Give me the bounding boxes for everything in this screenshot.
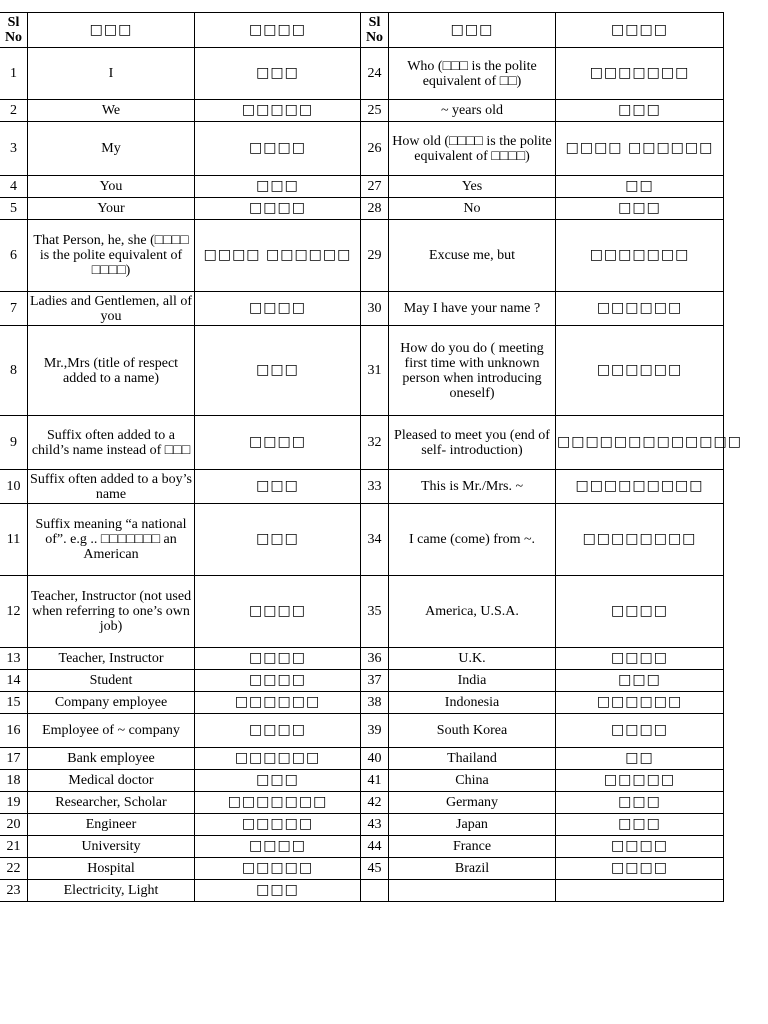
table-row <box>0 176 724 198</box>
english-term-right: Pleased to meet you (end of self- introduction) <box>389 416 556 470</box>
table-row <box>0 770 724 792</box>
japanese-term-left: □□□ <box>195 504 361 576</box>
table-row <box>0 416 724 470</box>
sl-no-left: 4 <box>0 176 28 198</box>
english-term-right: How do you do ( meeting first time with unknown person when introducing oneself) <box>389 326 556 416</box>
japanese-term-left: □□□ <box>195 470 361 504</box>
sl-no-left: 6 <box>0 220 28 292</box>
sl-no-right: 43 <box>361 814 389 836</box>
header-english-right: □□□ <box>389 13 556 48</box>
english-term-left: Suffix often added to a boy’s name <box>28 470 195 504</box>
japanese-term-left: □□□□□□ <box>195 748 361 770</box>
sl-no-left: 9 <box>0 416 28 470</box>
english-term-right: May I have your name ? <box>389 292 556 326</box>
japanese-term-right: □□□□□□ <box>556 692 724 714</box>
japanese-term-left: □□□□ <box>195 648 361 670</box>
sl-no-right: 39 <box>361 714 389 748</box>
sl-no-left: 1 <box>0 48 28 100</box>
english-term-right: South Korea <box>389 714 556 748</box>
english-term-left: Company employee <box>28 692 195 714</box>
sl-no-right: 40 <box>361 748 389 770</box>
japanese-term-left: □□□ <box>195 880 361 902</box>
japanese-term-right: □□□□□□□ <box>556 48 724 100</box>
japanese-term-left: □□□□ <box>195 416 361 470</box>
english-term-left: Hospital <box>28 858 195 880</box>
english-term-left: You <box>28 176 195 198</box>
japanese-term-right: □□□□□□□□□ <box>556 470 724 504</box>
sl-no-right: 27 <box>361 176 389 198</box>
english-term-left: Suffix often added to a child’s name instead of □□□ <box>28 416 195 470</box>
table-row <box>0 814 724 836</box>
japanese-term-right: □□□□ □□□□□□ <box>556 122 724 176</box>
table-row <box>0 692 724 714</box>
japanese-term-left: □□□□ <box>195 198 361 220</box>
english-term-left: Electricity, Light <box>28 880 195 902</box>
english-term-right: France <box>389 836 556 858</box>
table-row <box>0 504 724 576</box>
japanese-term-left: □□□□ □□□□□□ <box>195 220 361 292</box>
sl-no-left: 13 <box>0 648 28 670</box>
japanese-term-right: □□□ <box>556 670 724 692</box>
sl-no-left: 20 <box>0 814 28 836</box>
sl-no-left: 17 <box>0 748 28 770</box>
english-term-right: Thailand <box>389 748 556 770</box>
sl-no-left: 15 <box>0 692 28 714</box>
english-term-right: ~ years old <box>389 100 556 122</box>
english-term-left: Student <box>28 670 195 692</box>
english-term-right: Indonesia <box>389 692 556 714</box>
table-row <box>0 836 724 858</box>
japanese-term-left: □□□□ <box>195 714 361 748</box>
table-row <box>0 220 724 292</box>
table-row <box>0 792 724 814</box>
english-term-right: America, U.S.A. <box>389 576 556 648</box>
sl-no-left: 21 <box>0 836 28 858</box>
sl-no-right: 29 <box>361 220 389 292</box>
sl-no-left: 12 <box>0 576 28 648</box>
english-term-right: No <box>389 198 556 220</box>
header-row <box>0 13 724 48</box>
vocabulary-table <box>0 12 742 902</box>
sl-no-left: 23 <box>0 880 28 902</box>
english-term-right: Yes <box>389 176 556 198</box>
japanese-term-right: □□□□□ <box>556 770 724 792</box>
header-japanese-right: □□□□ <box>556 13 724 48</box>
header-english-left: □□□ <box>28 13 195 48</box>
japanese-term-left: □□□ <box>195 48 361 100</box>
table-row <box>0 576 724 648</box>
japanese-term-right: □□ <box>556 176 724 198</box>
english-term-right: Excuse me, but <box>389 220 556 292</box>
english-term-left: Engineer <box>28 814 195 836</box>
sl-no-right: 31 <box>361 326 389 416</box>
sl-no-right: 42 <box>361 792 389 814</box>
english-term-left: That Person, he, she (□□□□ is the polite equivalent of □□□□) <box>28 220 195 292</box>
english-term-left: Your <box>28 198 195 220</box>
sl-no-right: 25 <box>361 100 389 122</box>
sl-no-left: 14 <box>0 670 28 692</box>
sl-no-left: 7 <box>0 292 28 326</box>
japanese-term-left: □□□□□□ <box>195 692 361 714</box>
english-term-left: I <box>28 48 195 100</box>
table-row <box>0 670 724 692</box>
japanese-term-right: □□□□ <box>556 836 724 858</box>
japanese-term-left: □□□□□ <box>195 858 361 880</box>
japanese-term-right: □□□□ <box>556 648 724 670</box>
table-row <box>0 714 724 748</box>
english-term-right: How old (□□□□ is the polite equivalent of □□□□) <box>389 122 556 176</box>
japanese-term-right: □□□□□□ <box>556 292 724 326</box>
english-term-left: Medical doctor <box>28 770 195 792</box>
japanese-term-right: □□□□□□□□□□□□□ <box>556 416 724 470</box>
sl-no-left: 10 <box>0 470 28 504</box>
english-term-right: Japan <box>389 814 556 836</box>
sl-no-left: 5 <box>0 198 28 220</box>
sl-no-right: 32 <box>361 416 389 470</box>
japanese-term-right: □□□□ <box>556 576 724 648</box>
japanese-term-left: □□□ <box>195 176 361 198</box>
japanese-term-left: □□□□ <box>195 576 361 648</box>
japanese-term-left: □□□□ <box>195 292 361 326</box>
english-term-right: Who (□□□ is the polite equivalent of □□) <box>389 48 556 100</box>
english-term-right: This is Mr./Mrs. ~ <box>389 470 556 504</box>
japanese-term-right: □□□□ <box>556 858 724 880</box>
sl-no-right: 34 <box>361 504 389 576</box>
sl-no-left: 22 <box>0 858 28 880</box>
english-term-left: Suffix meaning “a national of”. e.g .. □□□□□□□ an American <box>28 504 195 576</box>
table-row <box>0 48 724 100</box>
japanese-term-right: □□□□□□□ <box>556 220 724 292</box>
japanese-term-left: □□□ <box>195 770 361 792</box>
english-term-left: We <box>28 100 195 122</box>
japanese-term-left: □□□□□ <box>195 814 361 836</box>
english-term-left: Teacher, Instructor (not used when referring to one’s own job) <box>28 576 195 648</box>
english-term-left: Mr.,Mrs (title of respect added to a name) <box>28 326 195 416</box>
english-term-right: U.K. <box>389 648 556 670</box>
table-row <box>0 858 724 880</box>
english-term-right: Brazil <box>389 858 556 880</box>
sl-no-left: 16 <box>0 714 28 748</box>
japanese-term-left: □□□□ <box>195 836 361 858</box>
sl-no-right: 38 <box>361 692 389 714</box>
table-row <box>0 648 724 670</box>
sl-no-right: 33 <box>361 470 389 504</box>
sl-no-left: 3 <box>0 122 28 176</box>
sl-no-left: 2 <box>0 100 28 122</box>
header-sl-no-right: Sl No <box>361 13 389 48</box>
english-term-right: I came (come) from ~. <box>389 504 556 576</box>
japanese-term-right: □□□□□□□□ <box>556 504 724 576</box>
sl-no-right: 41 <box>361 770 389 792</box>
sl-no-right <box>361 880 389 902</box>
sl-no-left: 8 <box>0 326 28 416</box>
japanese-term-right: □□□ <box>556 198 724 220</box>
table-row <box>0 748 724 770</box>
english-term-left: Ladies and Gentlemen, all of you <box>28 292 195 326</box>
english-term-right: Germany <box>389 792 556 814</box>
japanese-term-right: □□□ <box>556 792 724 814</box>
japanese-term-left: □□□ <box>195 326 361 416</box>
sl-no-right: 45 <box>361 858 389 880</box>
japanese-term-left: □□□□□ <box>195 100 361 122</box>
english-term-right: India <box>389 670 556 692</box>
japanese-term-right: □□ <box>556 748 724 770</box>
table-row <box>0 326 724 416</box>
english-term-left: Employee of ~ company <box>28 714 195 748</box>
sl-no-right: 36 <box>361 648 389 670</box>
table-body <box>0 48 742 902</box>
table-row <box>0 880 724 902</box>
english-term-left: My <box>28 122 195 176</box>
english-term-left: University <box>28 836 195 858</box>
japanese-term-left: □□□□□□□ <box>195 792 361 814</box>
japanese-term-left: □□□□ <box>195 670 361 692</box>
sl-no-left: 19 <box>0 792 28 814</box>
sl-no-right: 35 <box>361 576 389 648</box>
japanese-term-right: □□□□□□ <box>556 326 724 416</box>
english-term-left: Teacher, Instructor <box>28 648 195 670</box>
table-row <box>0 470 724 504</box>
japanese-term-right: □□□□ <box>556 714 724 748</box>
sl-no-left: 18 <box>0 770 28 792</box>
sl-no-left: 11 <box>0 504 28 576</box>
japanese-term-right: □□□ <box>556 814 724 836</box>
japanese-term-right <box>556 880 724 902</box>
english-term-left: Bank employee <box>28 748 195 770</box>
sl-no-right: 30 <box>361 292 389 326</box>
sl-no-right: 44 <box>361 836 389 858</box>
header-japanese-left: □□□□ <box>195 13 361 48</box>
english-term-right <box>389 880 556 902</box>
table-row <box>0 292 724 326</box>
table-row <box>0 122 724 176</box>
table-row <box>0 100 724 122</box>
sl-no-right: 37 <box>361 670 389 692</box>
sl-no-right: 26 <box>361 122 389 176</box>
english-term-right: China <box>389 770 556 792</box>
header-sl-no-left: Sl No <box>0 13 28 48</box>
japanese-term-left: □□□□ <box>195 122 361 176</box>
sl-no-right: 28 <box>361 198 389 220</box>
sl-no-right: 24 <box>361 48 389 100</box>
japanese-term-right: □□□ <box>556 100 724 122</box>
table-row <box>0 198 724 220</box>
english-term-left: Researcher, Scholar <box>28 792 195 814</box>
